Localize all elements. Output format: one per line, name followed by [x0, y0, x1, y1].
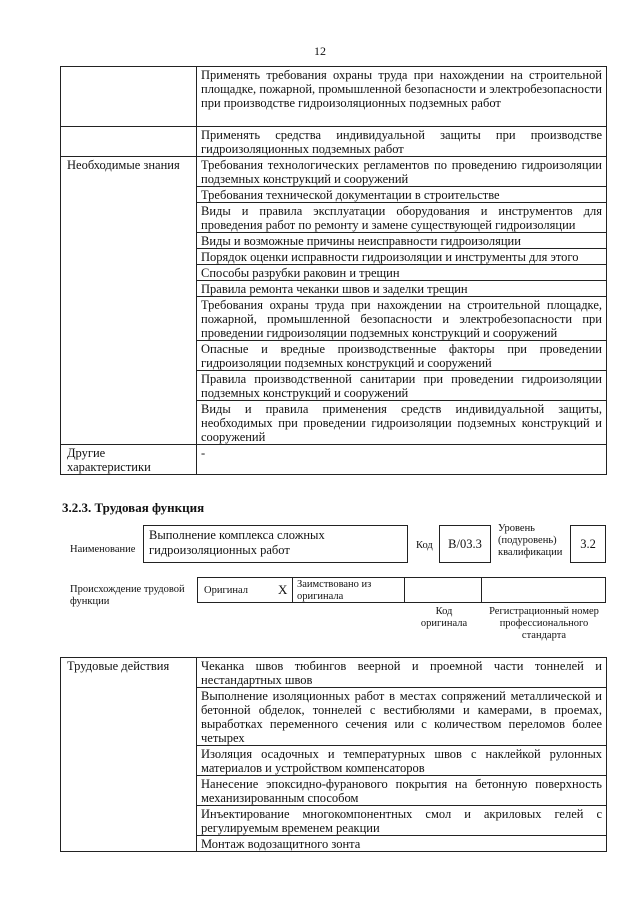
reg-number-caption: Регистрационный номер профессионального стандарта [489, 606, 599, 641]
page-number: 12 [314, 44, 326, 58]
level-value: 3.2 [580, 537, 596, 551]
action-item: Чеканка швов тюбингов веерной и проемной части тоннелей и нестандартных швов [197, 658, 607, 688]
knowledge-item: Порядок оценки исправности гидроизоляции и инструменты для этого [197, 249, 607, 265]
borrowed-label: Заимствовано из оригинала [297, 579, 372, 602]
other-characteristics-label: Другие характеристики [61, 445, 197, 475]
competency-table [60, 66, 607, 475]
borrowed-cell [293, 578, 405, 602]
table-row [61, 67, 607, 127]
origin-row [197, 577, 606, 603]
other-characteristics-value: - [197, 445, 607, 475]
knowledge-item: Виды и возможные причины неисправности гидроизоляции [197, 233, 607, 249]
knowledge-label: Необходимые знания [61, 157, 197, 445]
empty-label-cell [61, 67, 197, 127]
level-box [570, 525, 606, 563]
action-item: Инъектирование многокомпонентных смол и акриловых гелей с регулируемым временем реакции [197, 806, 607, 836]
original-cell [198, 578, 293, 602]
code-label: Код [416, 540, 433, 551]
knowledge-item: Правила ремонта чеканки швов и заделки трещин [197, 281, 607, 297]
function-name-value: Выполнение комплекса сложных гидроизоляционных работ [149, 528, 325, 557]
code-value: B/03.3 [448, 537, 482, 551]
section-heading: 3.2.3. Трудовая функция [62, 500, 205, 515]
knowledge-item: Правила производственной санитарии при проведении гидроизоляции подземных конструкций и сооружений [197, 371, 607, 401]
table-row [61, 127, 607, 157]
knowledge-item: Способы разрубки раковин и трещин [197, 265, 607, 281]
original-mark: X [278, 582, 288, 597]
original-label: Оригинал [204, 585, 248, 596]
empty-label-cell [61, 127, 197, 157]
knowledge-item: Виды и правила эксплуатации оборудования и инструментов для проведения работ по ремонту и замене существующей гидроизоляции [197, 203, 607, 233]
knowledge-item: Требования охраны труда при нахождении на строительной площадке, пожарной, промышленной безопасности и электробезопасности при проведении гидроизоляции подземных конструкций и сооружений [197, 297, 607, 341]
action-item: Изоляция осадочных и температурных швов с наклейкой рулонных материалов и устройством компенсаторов [197, 746, 607, 776]
skill-item: Применять требования охраны труда при нахождении на строительной площадке, пожарной, промышленной безопасности и электробезопасности при производстве гидроизоляционных подземных работ [197, 67, 607, 127]
origin-label: Происхождение трудовой функции [70, 584, 185, 607]
labor-actions-table [60, 657, 607, 852]
action-item: Нанесение эпоксидно-фуранового покрытия на бетонную поверхность механизированным способом [197, 776, 607, 806]
reg-number-cell [482, 578, 606, 602]
code-box [439, 525, 491, 563]
knowledge-item: Опасные и вредные производственные факторы при проведении гидроизоляции подземных конструкций и сооружений [197, 341, 607, 371]
knowledge-item: Виды и правила применения средств индивидуальной защиты, необходимых при проведении гидроизоляции подземных конструкций и сооружений [197, 401, 607, 445]
original-code-cell [405, 578, 482, 602]
function-name-box [143, 525, 408, 563]
knowledge-item: Требования технологических регламентов по проведению гидроизоляции подземных конструкций и сооружений [197, 157, 607, 187]
original-code-caption: Код оригинала [420, 606, 468, 629]
action-item: Монтаж водозащитного зонта [197, 836, 607, 852]
name-label: Наименование [70, 544, 136, 555]
action-item: Выполнение изоляционных работ в местах сопряжений металлической и бетонной обделок, тоннелей с вестибюлями и камерами, в проемах, выработках переменного сечения или с количеством переломов более четырех [197, 688, 607, 746]
knowledge-item: Требования технической документации в строительстве [197, 187, 607, 203]
table-row [61, 658, 607, 688]
labor-actions-label: Трудовые действия [61, 658, 197, 852]
level-label: Уровень (подуровень) квалификации [498, 523, 563, 558]
skill-item: Применять средства индивидуальной защиты при производстве гидроизоляционных подземных работ [197, 127, 607, 157]
table-row [61, 445, 607, 475]
table-row [61, 157, 607, 187]
